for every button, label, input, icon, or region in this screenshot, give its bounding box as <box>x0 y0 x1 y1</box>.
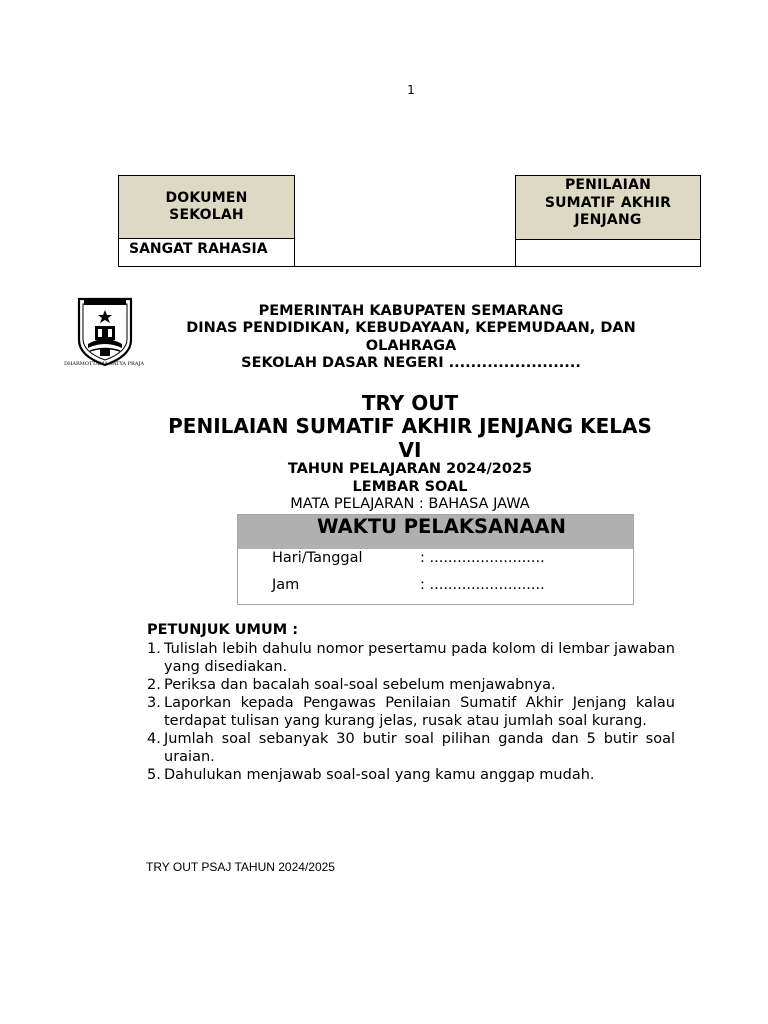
document-type-cell <box>119 176 294 239</box>
list-item <box>147 694 675 730</box>
school-name: SEKOLAH DASAR NEGERI ........................ <box>241 355 581 371</box>
list-item-text: Periksa dan bacalah soal-soal sebelum menjawabnya. <box>164 677 556 693</box>
exam-subtitle: PENILAIAN SUMATIF AKHIR JENJANG KELAS <box>168 414 652 438</box>
list-item-number: 3. <box>147 695 161 711</box>
time-label: Jam <box>272 577 300 593</box>
page-footer: TRY OUT PSAJ TAHUN 2024/2025 <box>146 860 335 874</box>
divider-line <box>295 266 515 267</box>
government-name: PEMERINTAH KABUPATEN SEMARANG <box>258 303 564 319</box>
schedule-box <box>237 514 634 605</box>
date-label: Hari/Tanggal <box>272 550 363 566</box>
academic-year: TAHUN PELAJARAN 2024/2025 <box>287 461 533 477</box>
exam-grade: VI <box>398 438 422 462</box>
date-value: : ......................... <box>420 550 545 566</box>
list-item-text: Laporkan kepada Pengawas Penilaian Sumatif Akhir Jenjang kalau terdapat tulisan yang kurang jelas, rusak atau jumlah soal kurang. <box>164 695 675 729</box>
list-item-number: 1. <box>147 641 161 657</box>
emblem-caption: DHARMOTTAMA SATYA PRAJA <box>64 361 144 367</box>
confidentiality-label: SANGAT RAHASIA <box>129 241 268 257</box>
exam-title: TRY OUT <box>361 391 459 415</box>
list-item <box>147 766 675 784</box>
list-item-number: 4. <box>147 731 161 747</box>
list-item <box>147 640 675 676</box>
document-classification-box <box>118 175 295 267</box>
subject-label: MATA PELAJARAN : BAHASA JAWA <box>290 496 530 512</box>
agency-name: DINAS PENDIDIKAN, KEBUDAYAAN, KEPEMUDAAN, DAN <box>186 320 636 336</box>
assessment-type-box <box>515 175 701 267</box>
document-type-line2: SEKOLAH <box>169 207 244 223</box>
regency-emblem-icon <box>76 296 134 368</box>
list-item-text: Dahulukan menjawab soal-soal yang kamu anggap mudah. <box>164 767 595 783</box>
page-number: 1 <box>407 83 415 97</box>
list-item <box>147 730 675 766</box>
list-item-text: Jumlah soal sebanyak 30 butir soal pilihan ganda dan 5 butir soal uraian. <box>164 731 675 765</box>
schedule-heading: WAKTU PELAKSANAAN <box>238 515 633 549</box>
instructions-list <box>147 640 675 784</box>
instructions-title: PETUNJUK UMUM : <box>147 622 299 638</box>
time-value: : ......................... <box>420 577 545 593</box>
assessment-type-line2: SUMATIF AKHIR <box>544 194 672 211</box>
assessment-type-line1: PENILAIAN <box>564 177 652 193</box>
list-item-number: 2. <box>147 677 161 693</box>
list-item-text: Tulislah lebih dahulu nomor pesertamu pada kolom di lembar jawaban yang disediakan. <box>164 641 675 675</box>
assessment-type-cell <box>516 176 700 240</box>
document-type-line1: DOKUMEN <box>165 189 248 206</box>
list-item-number: 5. <box>147 767 161 783</box>
list-item <box>147 676 675 694</box>
sheet-title: LEMBAR SOAL <box>352 479 468 495</box>
assessment-type-line3: JENJANG <box>574 212 642 228</box>
agency-name-continued: OLAHRAGA <box>365 338 457 354</box>
